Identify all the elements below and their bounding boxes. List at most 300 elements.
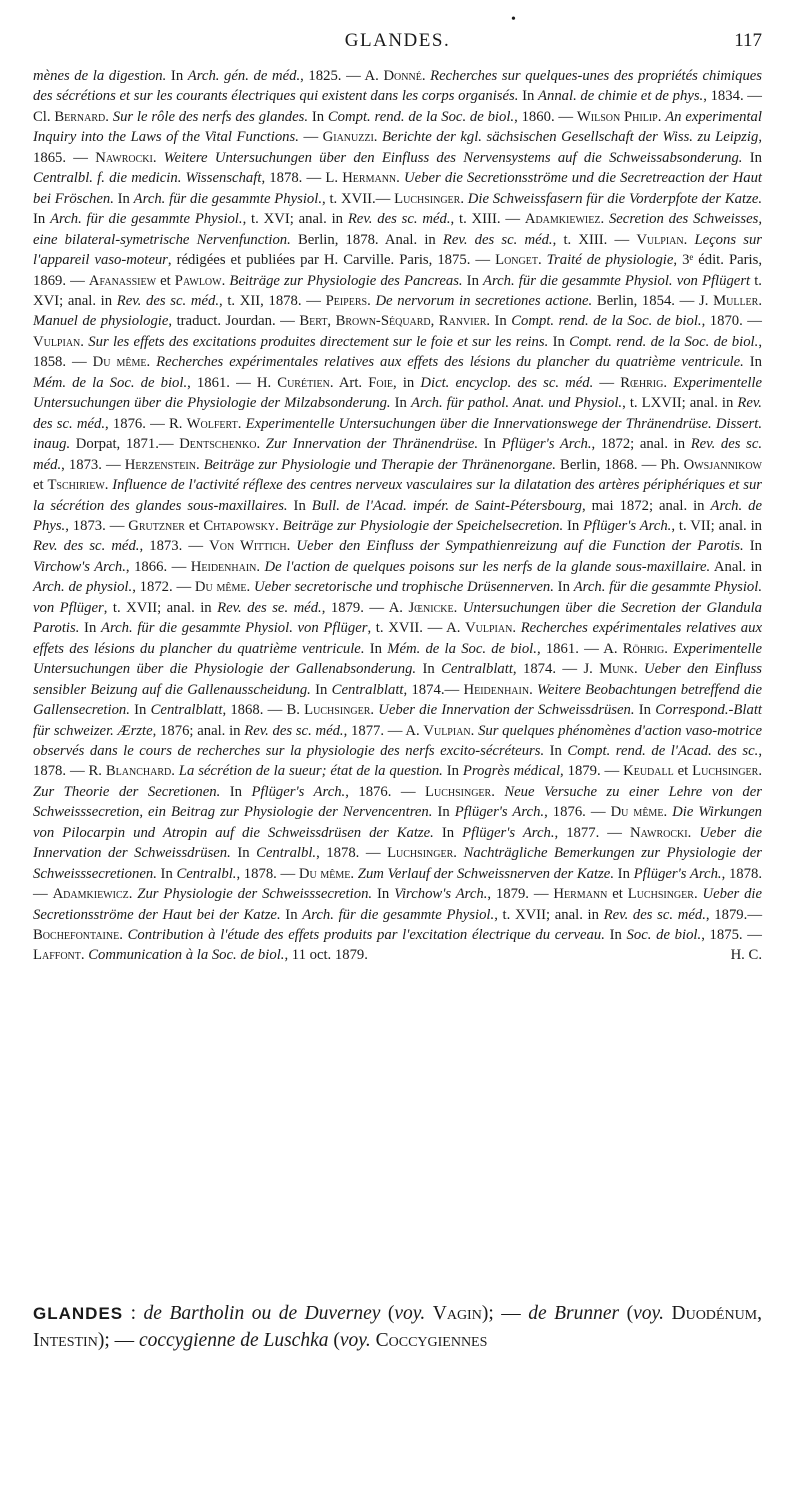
plain-text: , 1873. — <box>139 538 210 555</box>
author-name: Rœhrig <box>620 374 664 391</box>
plain-text: — <box>593 374 621 391</box>
author-name: Bert, Brown-Séquard, Ranvier <box>299 313 487 330</box>
author-name: Luchsinger <box>304 702 371 719</box>
author-name: Heidenhain <box>190 558 257 575</box>
author-name: Luchsinger <box>692 763 759 780</box>
plain-text: In <box>156 865 177 882</box>
plain-text: Anal. in <box>710 558 763 575</box>
plain-text: , 1874. — J. <box>512 661 600 678</box>
plain-text: . <box>663 804 673 821</box>
author-name: Peipers <box>325 292 368 309</box>
italic-title: Ueber die Secretionsströme der Haut bei der Katze. <box>33 886 763 923</box>
page-number: 117 <box>734 30 762 51</box>
plain-text: In <box>604 927 627 944</box>
plain-text: . <box>664 640 674 657</box>
italic-title: Pflüger's Arch. <box>251 783 346 800</box>
plain-text: , t. XVII; anal. in <box>103 599 218 616</box>
plain-text: , 1872; anal. in <box>591 436 691 453</box>
italic-title: Pflüger's Arch. <box>583 517 672 534</box>
italic-title: Mém. de la Soc. de biol. <box>387 640 537 657</box>
italic-title: Centralbl. <box>256 845 317 862</box>
plain-text: . <box>758 763 762 780</box>
author-name: Du même <box>194 579 247 596</box>
plain-text: et <box>607 886 628 903</box>
plain-text: , in <box>393 374 421 391</box>
plain-text: , t. XVI; anal. in <box>242 211 348 228</box>
italic-title: Sur les effets des excitations produites directement sur le foie et sur les reins. <box>88 333 549 350</box>
author-name: Munk <box>599 661 634 678</box>
plain-text: In <box>310 681 332 698</box>
italic-title: Pflüger's Arch. <box>633 865 722 882</box>
italic-title: Virchow's Arch. <box>33 558 126 575</box>
bibliography-text <box>33 68 762 963</box>
italic-title: Ueber die Secretionsströme und die Secretreaction der Haut bei Fröschen. <box>33 170 762 207</box>
plain-text: . <box>275 517 283 534</box>
italic-title: Ueber den Einfluss sensibler Beizung auf die Gallenausscheidung. <box>33 661 763 698</box>
plain-text: et <box>184 517 204 534</box>
plain-text: . <box>373 129 382 146</box>
italic-title: de Brunner <box>528 1303 620 1324</box>
italic-title: Centralblatt <box>441 661 513 678</box>
page-title: GLANDES. <box>344 30 451 51</box>
plain-text: ); — <box>481 1303 529 1324</box>
plain-text: In <box>416 661 442 678</box>
plain-text: In <box>33 211 51 228</box>
plain-text: , 1873. — <box>65 517 129 534</box>
plain-text: , 1876. — <box>544 804 611 821</box>
plain-text: , 1858. — <box>33 333 762 371</box>
plain-text: In <box>518 88 538 105</box>
plain-text: . <box>460 190 468 207</box>
plain-text: In <box>544 742 568 759</box>
author-name: Bernard <box>54 108 106 125</box>
plain-text: . <box>256 558 265 575</box>
italic-title: Dict. encyclop. des sc. méd. <box>420 374 594 391</box>
plain-text: , 1877. — A. <box>343 722 424 739</box>
italic-title: Beiträge zur Physiologie und Therapie der Thränenorgane. <box>203 456 556 473</box>
plain-text: : <box>123 1303 144 1324</box>
plain-text <box>425 1303 433 1324</box>
italic-title: Recherches expérimentales relatives aux effets des lésions du plancher du quatrième ventricule. <box>156 354 744 371</box>
plain-text: . <box>758 292 763 309</box>
italic-title: Pflüger's Arch. <box>501 436 592 453</box>
author-name: Foie <box>368 374 394 391</box>
author-name: Vulpian <box>423 722 471 739</box>
plain-text: In <box>743 354 763 371</box>
author-name: Dentschenko <box>179 436 257 453</box>
italic-title: Rev. des sc. méd. <box>116 292 219 309</box>
italic-title: Die Wirkungen von Pilocarpin und Atropin auf die Schweissdrüsen der Katze. <box>33 804 763 841</box>
author-name: Vulpian <box>465 620 513 637</box>
italic-title: Nachträgliche Bemerkungen zur Physiologie der Schweisssecretionen. <box>33 845 763 882</box>
plain-text: , t. XVII; anal. in <box>494 906 604 923</box>
plain-text: . <box>512 620 521 637</box>
plain-text: . Art. <box>329 374 369 391</box>
italic-title: Arch. für die gesammte Physiol. <box>50 211 243 228</box>
plain-text: ( <box>328 1330 340 1351</box>
plain-text: . <box>683 231 695 248</box>
plain-text: In <box>614 865 634 882</box>
italic-title: Centralbl. <box>176 865 237 882</box>
plain-text: , t. LXVII; anal. in <box>622 395 738 412</box>
plain-text: . <box>350 865 358 882</box>
author-name: Nawrocki <box>630 824 688 841</box>
italic-title: Rev. des sc. méd. <box>347 211 451 228</box>
plain-text: . <box>246 579 254 596</box>
author-name: Afanassiew <box>88 272 157 289</box>
plain-text: In <box>462 272 484 289</box>
italic-title: Weitere Untersuchungen über den Einfluss des Nervensystems auf die Schweissabsonderung. <box>163 149 743 166</box>
italic-title: Bull. de l'Acad. impér. de Saint-Pétersbourg <box>311 497 582 514</box>
plain-text: In <box>113 190 134 207</box>
plain-text: . <box>195 456 204 473</box>
plain-text: , 3ᵉ édit. Paris, 1869. — <box>33 252 763 289</box>
plain-text: In <box>372 886 395 903</box>
italic-title: Arch. de Phys. <box>33 497 762 534</box>
entry-text <box>33 1303 762 1351</box>
plain-text: . <box>453 599 463 616</box>
plain-text: In <box>553 579 574 596</box>
italic-title: La sécrétion de la sueur; état de la question. <box>178 763 443 780</box>
italic-title: Compt. rend. de la Soc. de biol. <box>511 313 702 330</box>
plain-text: . <box>237 415 246 432</box>
italic-title: Rev. des sc. méd. <box>603 906 706 923</box>
author-name: Muller <box>713 292 759 309</box>
plain-text: . <box>286 538 297 555</box>
author-name: Röhrig <box>622 640 665 657</box>
italic-title: Manuel de physiologie <box>33 313 169 330</box>
author-name: Pawlow <box>174 272 222 289</box>
plain-text: In <box>548 333 570 350</box>
italic-title: Traité de physiologie <box>546 252 674 269</box>
plain-text: . <box>491 783 505 800</box>
italic-title: Centralblatt <box>150 702 223 719</box>
plain-text: In <box>442 763 463 780</box>
plain-text: . <box>633 661 645 678</box>
plain-text: . <box>367 292 376 309</box>
author-name: Vulpian <box>33 333 81 350</box>
author-name: Luchsinger <box>387 845 454 862</box>
author-name: Adamkiewiez <box>524 211 601 228</box>
plain-text: , 1825. — A. <box>300 68 384 84</box>
plain-text: . <box>80 333 89 350</box>
author-name: Du même <box>298 865 351 882</box>
plain-text: , 1878. — R. <box>33 742 762 780</box>
italic-title: de Bartholin ou de Duverney <box>143 1303 381 1324</box>
plain-text: , 1876. — <box>345 783 425 800</box>
plain-text: , traduct. Jourdan. — <box>168 313 300 330</box>
plain-text: Berlin, 1854. — J. <box>592 292 714 309</box>
italic-title: Experimentelle Untersuchungen über die Physiologie der Milzabsonderung. <box>33 374 763 412</box>
plain-text: , t. XII, 1878. — <box>219 292 326 309</box>
italic-title: Arch. für die gesammte Physiol. von Pflügert <box>483 272 751 289</box>
plain-text: In <box>230 845 257 862</box>
author-name: Luchsinger <box>627 886 694 903</box>
author-name: Adamkiewicz <box>52 886 129 903</box>
plain-text: , 1861. — A. <box>536 640 623 657</box>
author-name: Coccygiennes <box>375 1330 488 1351</box>
author-name: Luchsinger <box>425 783 492 800</box>
author-name: Heidenhain <box>463 681 530 698</box>
plain-text: , 1868. — B. <box>222 702 305 719</box>
italic-title: Rev. des sc. méd. <box>33 436 763 473</box>
italic-title: Rev. des se. méd. <box>217 599 322 616</box>
italic-title: Arch. für die gesammte Physiol. <box>302 906 495 923</box>
plain-text: In <box>79 620 101 637</box>
plain-text: . <box>600 211 609 228</box>
plain-text: , 1876; anal. in <box>152 722 245 739</box>
plain-text: , 1878. — <box>316 845 388 862</box>
plain-text: , 1860. — <box>514 108 577 125</box>
plain-text: t. XVI; anal. in <box>33 272 762 309</box>
plain-text: . <box>256 436 266 453</box>
italic-title: Compt. rend. de la Soc. de biol. <box>569 333 759 350</box>
italic-title: voy. <box>633 1303 664 1324</box>
italic-title: Zum Verlauf der Schweissnerven der Katze. <box>357 865 614 882</box>
italic-title: Correspond.-Blatt für schweizer. Ærzte <box>33 702 762 739</box>
plain-text: . <box>470 722 479 739</box>
plain-text: In <box>166 68 188 84</box>
plain-text: . <box>663 374 674 391</box>
author-name: Gianuzzi <box>322 129 374 146</box>
plain-text: . <box>421 68 431 84</box>
author-name: Tschiriew <box>47 477 105 494</box>
italic-title: Centralbl. f. die medicin. Wissenschaft <box>33 170 262 187</box>
plain-text: . <box>370 702 379 719</box>
author-name: Owsjannikow <box>683 456 763 473</box>
plain-text: et <box>33 477 48 494</box>
plain-text: . <box>80 947 89 964</box>
italic-title: voy. <box>339 1330 371 1351</box>
plain-text: In <box>220 783 252 800</box>
author-name: Jœnicke <box>408 599 454 616</box>
italic-title: Rev. des sc. méd. <box>442 231 553 248</box>
plain-text: , 1878. — <box>236 865 299 882</box>
plain-text: In <box>433 824 463 841</box>
author-name: Keudall <box>623 763 674 780</box>
plain-text: . <box>687 824 700 841</box>
italic-title: Arch. für pathol. Anat. und Physiol. <box>410 395 623 412</box>
italic-title: Die Schweissfasern für die Vorderpfote der Katze. <box>467 190 763 207</box>
plain-text: . <box>693 886 703 903</box>
italic-title: Centralblatt <box>331 681 404 698</box>
plain-text: In <box>280 906 303 923</box>
italic-title: Compt. rend. de l'Acad. des sc. <box>567 742 759 759</box>
plain-text: , 1878. — L. <box>261 170 343 187</box>
author-name: Duodénum, Intestin <box>33 1303 763 1351</box>
plain-text: ( <box>380 1303 395 1324</box>
italic-title: Arch. de physiol. <box>33 579 133 596</box>
author-name: Hermann <box>342 170 397 187</box>
italic-title: Ueber den Einfluss der Sympathienreizung auf die Function der Parotis. <box>296 538 744 555</box>
plain-text: , t. XIII. — <box>552 231 637 248</box>
italic-title: coccygienne de Luschka <box>139 1330 329 1351</box>
italic-title: Recherches sur quelques-unes des propriétés chimiques des sécrétions et sur les courants électriques qui existent dans les corps organisés. <box>33 68 763 105</box>
italic-title: Rev. des sc. méd. <box>33 395 762 432</box>
plain-text: ); — <box>97 1330 139 1351</box>
plain-text: In <box>563 517 584 534</box>
italic-title: De nervorum in secretiones actione. <box>375 292 593 309</box>
italic-title: Neue Versuche zu einer Lehre von der Schweisssecretion, ein Beitrag zur Physiologie der Nervencentren. <box>33 783 762 821</box>
italic-title: Untersuchungen über die Secretion der Glandula Parotis. <box>33 599 763 637</box>
plain-text: . <box>396 170 405 187</box>
author-name: Wilson Philip <box>576 108 658 125</box>
author-name: Curétien <box>277 374 330 391</box>
plain-text: , 1879. — <box>487 886 554 903</box>
italic-title: Contribution à l'étude des effets produits par l'excitation électrique du cerveau. <box>127 927 605 944</box>
plain-text: , 1873. — <box>61 456 125 473</box>
italic-title: Ueber die Innervation der Schweissdrüsen. <box>33 824 763 862</box>
italic-title: Secretion des Schweisses, eine bilateral-symetrische Nervenfunction. <box>33 211 763 248</box>
italic-title: Beiträge zur Physiologie der Speichelsecretion. <box>282 517 564 534</box>
plain-text: , 1865. — <box>33 129 762 166</box>
author-name: Donné <box>383 68 422 84</box>
plain-text: . <box>171 763 179 780</box>
italic-title: Soc. de biol. <box>626 927 702 944</box>
plain-text: . In <box>486 313 512 330</box>
author-name: Blanchard <box>105 763 172 780</box>
author-name: Von Wittich <box>209 538 287 555</box>
plain-text: ( <box>619 1303 634 1324</box>
plain-text: , 1878. — <box>33 865 763 903</box>
italic-title: Weitere Beobachtungen betreffend die Gallensecretion. <box>33 681 763 719</box>
plain-text: Dorpat, 1871.— <box>70 436 180 453</box>
italic-title: Annal. de chimie et de phys. <box>538 88 704 105</box>
author-name: Luchsinger <box>394 190 461 207</box>
plain-text: , 1877. — <box>554 824 631 841</box>
author-name: Grutzner <box>128 517 185 534</box>
author-name: Chtapowsky <box>203 517 276 534</box>
plain-text: In <box>364 640 388 657</box>
author-name: Herzenstein <box>124 456 196 473</box>
plain-text: In <box>478 436 502 453</box>
italic-title: Mém. de la Soc. de biol. <box>33 374 188 391</box>
plain-text: . <box>657 108 666 125</box>
author-name: Wolfert <box>186 415 238 432</box>
italic-title: Zur Theorie der Secretionen. <box>33 783 221 800</box>
plain-text <box>664 1303 672 1324</box>
plain-text: . <box>537 252 547 269</box>
plain-text: In <box>129 702 151 719</box>
plain-text: In <box>390 395 411 412</box>
author-name: Vulpian <box>636 231 684 248</box>
plain-text: , 1876. — R. <box>105 415 187 432</box>
italic-title: Arch. für die gesammte Physiol. <box>133 190 323 207</box>
running-head <box>33 12 762 56</box>
italic-title: Zur Physiologie der Schweisssecretion. <box>137 886 373 903</box>
italic-title: Influence de l'activité réflexe des centres nerveux vasculaires sur la dilatation des artères périphériques et sur la sécrétion des glandes sous-maxillaires. <box>33 477 762 514</box>
plain-text: In <box>743 538 763 555</box>
italic-title: Rev. des sc. méd. <box>244 722 344 739</box>
author-name: Du même <box>92 354 147 371</box>
italic-title: Sur le rôle des nerfs des glandes. <box>112 108 309 125</box>
italic-title: voy. <box>394 1303 426 1324</box>
author-name: Nawrocki <box>95 149 153 166</box>
italic-title: Ueber secretorische und trophische Drüsennerven. <box>253 579 554 596</box>
plain-text: In <box>308 108 328 125</box>
author-name: Vagin <box>432 1303 482 1324</box>
italic-title: Zur Innervation der Thränendrüse. <box>265 436 479 453</box>
plain-text: . <box>529 681 538 698</box>
plain-text: , 1879. — <box>560 763 624 780</box>
plain-text: . <box>146 354 157 371</box>
plain-text: . <box>105 108 113 125</box>
italic-title: Rev. des sc. méd. <box>33 538 140 555</box>
plain-text: In <box>287 497 312 514</box>
plain-text: , 1875. — <box>701 927 762 944</box>
plain-text: . <box>128 886 138 903</box>
plain-text: . <box>119 927 128 944</box>
italic-title: mènes de la digestion. <box>33 68 167 84</box>
plain-text: Berlin, 1878. Anal. in <box>290 231 443 248</box>
plain-text: — <box>298 129 323 146</box>
plain-text: , 11 oct. 1879. <box>284 947 368 964</box>
plain-text: , 1861. — H. <box>187 374 278 391</box>
plain-text: . <box>453 845 464 862</box>
italic-title: Arch. für die gesammte Physiol. von Pflüger <box>100 620 368 637</box>
plain-text: . <box>152 149 164 166</box>
plain-text: , 1874.— <box>403 681 464 698</box>
plain-text: Berlin, 1868. — Ph. <box>555 456 684 473</box>
plain-text: In <box>432 804 455 821</box>
entry-headword: GLANDES <box>33 1304 124 1323</box>
italic-title: De l'action de quelques poisons sur les nerfs de la glande sous-maxillaire. <box>264 558 711 575</box>
print-mark: • <box>511 12 516 27</box>
plain-text: , t. XVII. — A. <box>367 620 466 637</box>
plain-text: . <box>104 477 113 494</box>
italic-title: Experimentelle Untersuchungen über die Physiologie der Gallenabsonderung. <box>33 640 763 678</box>
author-name: Du même <box>610 804 664 821</box>
italic-title: Sur quelques phénomènes d'action vaso-motrice observés dans le cours de recherches sur la physiologie des nerfs excito-sécréteurs. <box>33 722 763 759</box>
author-name: Hermann <box>553 886 608 903</box>
plain-text: , 1834. — Cl. <box>33 88 762 125</box>
plain-text: In <box>742 149 762 166</box>
plain-text: , t. XVII.— <box>322 190 395 207</box>
italic-title: Arch. für die gesammte Physiol. von Pflüger <box>33 579 762 616</box>
italic-title: Berichte der kgl. sächsischen Gesellschaft der Wiss. zu Leipzig <box>381 129 759 146</box>
italic-title: Arch. gén. de méd. <box>187 68 301 84</box>
bibliography-block <box>33 66 762 966</box>
italic-title: Beiträge zur Physiologie des Pancreas. <box>229 272 463 289</box>
italic-title: Virchow's Arch. <box>394 886 488 903</box>
author-name: Laffont <box>33 947 81 964</box>
plain-text: , 1872. — <box>132 579 195 596</box>
italic-title: Ueber die Innervation der Schweissdrüsen. <box>378 702 635 719</box>
plain-text: , 1879.— <box>705 906 763 923</box>
italic-title: Pflüger's Arch. <box>462 824 555 841</box>
plain-text: , t. VII; anal. in <box>671 517 763 534</box>
italic-title: Progrès médical <box>462 763 561 780</box>
plain-text: , 1879. — A. <box>321 599 409 616</box>
italic-title: Compt. rend. de la Soc. de biol. <box>327 108 515 125</box>
plain-text: , rédigées et publiées par H. Carville. Paris, 1875. — <box>167 252 496 269</box>
plain-text: et <box>673 763 693 780</box>
author-name: Bochefontaine <box>33 927 120 944</box>
italic-title: Pflüger's Arch. <box>454 804 545 821</box>
plain-text: , t. XIII. — <box>450 211 525 228</box>
plain-text: In <box>634 702 656 719</box>
italic-title: An experimental Inquiry into the Laws of the Vital Functions. <box>33 108 762 146</box>
plain-text: , 1870. — <box>701 313 762 330</box>
italic-title: Recherches expérimentales relatives aux effets des lésions du plancher du quatrième ventricule. <box>33 620 762 657</box>
plain-text: , mai 1872; anal. in <box>581 497 711 514</box>
italic-title: Experimentelle Untersuchungen über die Innervationswege der Thränendrüse. Dissert. inaug. <box>33 415 762 453</box>
italic-title: Leçons sur l'appareil vaso-moteur <box>33 231 762 269</box>
plain-text: . <box>221 272 230 289</box>
author-signature: H. C. <box>730 947 762 964</box>
author-name: Longet <box>495 252 538 269</box>
italic-title: Communication à la Soc. de biol. <box>88 947 285 964</box>
